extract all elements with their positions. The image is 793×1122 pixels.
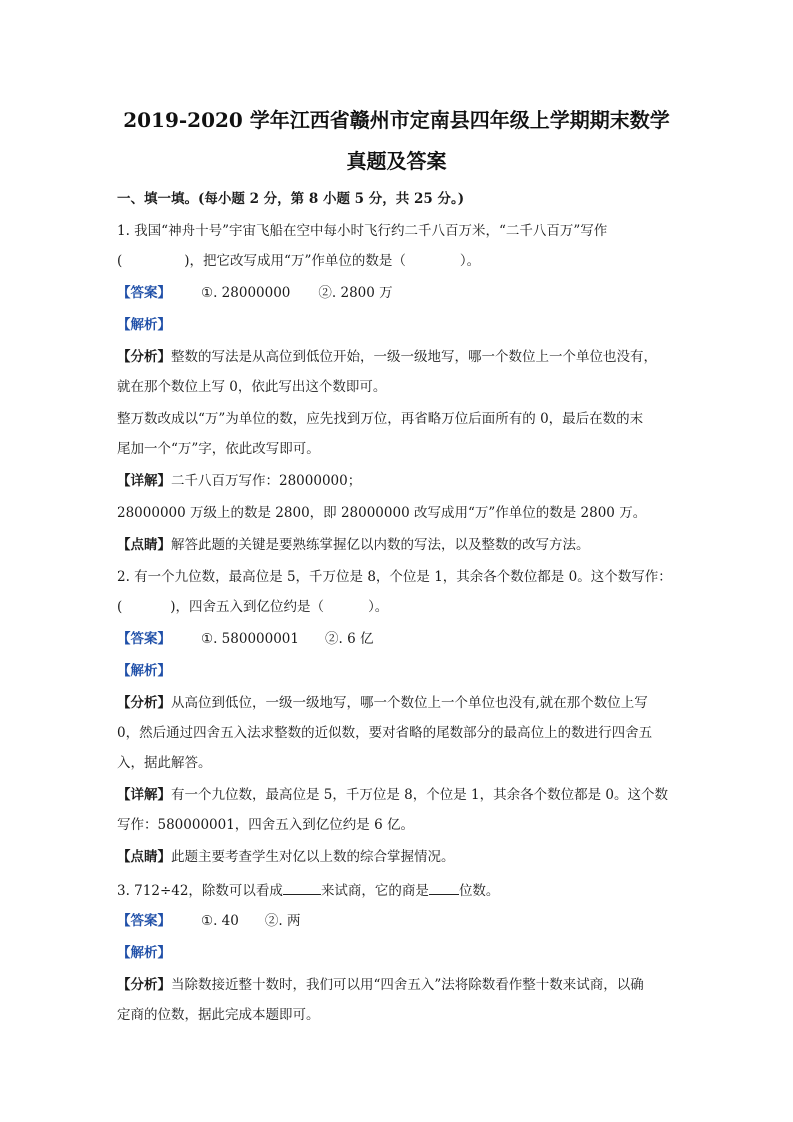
q2-analysis-line1 <box>117 694 648 712</box>
q1-stem-mid: )，把它改写成用“万”作单位的数是（ <box>184 253 406 269</box>
q3-stem-line <box>117 880 499 900</box>
q1-analysis-line1 <box>117 348 657 366</box>
explain-label: 【解析】 <box>117 945 171 961</box>
q2-answer-1: ①. 580000001 <box>201 631 299 647</box>
q2-stem-end: ）。 <box>368 599 389 615</box>
q1-stem-line1: 1. 我国“神舟十号”宇宙飞船在空中每小时飞行约二千八百万米，“二千八百万”写作 <box>117 223 608 239</box>
q3-analysis-line1 <box>117 976 644 994</box>
q1-analysis-text1: 整数的写法是从高位到低位开始，一级一级地写，哪一个数位上一个单位也没有， <box>171 349 657 365</box>
q2-analysis-line2: 0，然后通过四舍五入法求整数的近似数，要对省略的尾数部分的最高位上的数进行四舍五 <box>117 725 653 741</box>
q3-blank-1 <box>283 880 321 895</box>
q2-analysis-text1: 从高位到低位，一级一级地写，哪一个数位上一个单位也没有,就在那个数位上写 <box>171 695 648 711</box>
q2-comment-line <box>117 848 455 866</box>
q1-detail-line1 <box>117 472 361 490</box>
q1-answer-line <box>117 284 393 302</box>
explain-label: 【解析】 <box>117 663 171 679</box>
q2-open-paren: ( <box>117 599 123 615</box>
answer-label: 【答案】 <box>117 631 171 647</box>
q1-analysis-line4: 尾加一个“万”字，依此改写即可。 <box>117 441 320 457</box>
q2-detail-line1 <box>117 786 668 804</box>
answer-label: 【答案】 <box>117 285 171 301</box>
q3-stem-b: 来试商，它的商是 <box>320 883 429 899</box>
q1-answer-1: ①. 28000000 <box>201 285 291 301</box>
q1-detail-line2: 28000000 万级上的数是 2800，即 28000000 改写成用“万”作单位的数是 2800 万。 <box>117 505 647 521</box>
q3-analysis-line2: 定商的位数，据此完成本题即可。 <box>117 1007 320 1023</box>
q2-detail-text1: 有一个九位数，最高位是 5，千万位是 8，个位是 1，其余各个数位都是 0。这个数 <box>171 787 669 803</box>
q2-answer-2: ②. 6 亿 <box>325 631 374 647</box>
q3-blank-2 <box>429 880 459 895</box>
analysis-label: 【分析】 <box>117 977 171 993</box>
q2-analysis-line3: 入，据此解答。 <box>117 755 212 771</box>
q2-explain-label-line <box>117 662 171 680</box>
q2-comment-text: 此题主要考查学生对亿以上数的综合掌握情况。 <box>171 849 455 865</box>
q1-explain-label-line <box>117 316 171 334</box>
q1-analysis-line2: 就在那个数位上写 0，依此写出这个数即可。 <box>117 379 387 395</box>
doc-title-line2: 真题及答案 <box>346 149 447 173</box>
q3-answer-line <box>117 912 300 930</box>
q1-analysis-line3: 整万数改成以“万”为单位的数，应先找到万位，再省略万位后面所有的 0，最后在数的末 <box>117 411 644 427</box>
detail-label: 【详解】 <box>117 787 171 803</box>
comment-label: 【点睛】 <box>117 849 171 865</box>
detail-label: 【详解】 <box>117 473 171 489</box>
q3-stem-c: 位数。 <box>458 883 500 899</box>
comment-label: 【点睛】 <box>117 537 171 553</box>
analysis-label: 【分析】 <box>117 695 171 711</box>
section-heading: 一、填一填。(每小题 2 分，第 8 小题 5 分，共 25 分。) <box>117 191 465 207</box>
q2-stem-mid: )，四舍五入到亿位约是（ <box>170 599 325 615</box>
q3-stem-a: 3. 712÷42，除数可以看成 <box>117 883 283 899</box>
q3-explain-label-line <box>117 944 171 962</box>
q2-stem-line2 <box>117 598 388 616</box>
q1-open-paren: ( <box>117 253 123 269</box>
q2-answer-line <box>117 630 373 648</box>
q3-answer-1: ①. 40 <box>201 913 239 929</box>
q1-comment-line <box>117 536 590 554</box>
q2-stem-line1: 2. 有一个九位数，最高位是 5，千万位是 8，个位是 1，其余各个数位都是 0。这个数写作： <box>117 569 672 585</box>
q3-answer-2: ②. 两 <box>264 913 301 929</box>
q1-stem-end: ）。 <box>459 253 481 269</box>
explain-label: 【解析】 <box>117 317 171 333</box>
q1-answer-2: ②. 2800 万 <box>318 285 393 301</box>
doc-title-line1: 2019-2020 学年江西省赣州市定南县四年级上学期期末数学 <box>123 108 670 132</box>
q3-analysis-text1: 当除数接近整十数时，我们可以用“四舍五入”法将除数看作整十数来试商，以确 <box>171 977 644 993</box>
q1-detail-text1: 二千八百万写作：28000000； <box>171 473 362 489</box>
analysis-label: 【分析】 <box>117 349 171 365</box>
answer-label: 【答案】 <box>117 913 171 929</box>
q1-stem-line2 <box>117 252 480 270</box>
q1-comment-text: 解答此题的关键是要熟练掌握亿以内数的写法，以及整数的改写方法。 <box>171 537 590 553</box>
q2-detail-line2: 写作：580000001，四舍五入到亿位约是 6 亿。 <box>117 817 414 833</box>
